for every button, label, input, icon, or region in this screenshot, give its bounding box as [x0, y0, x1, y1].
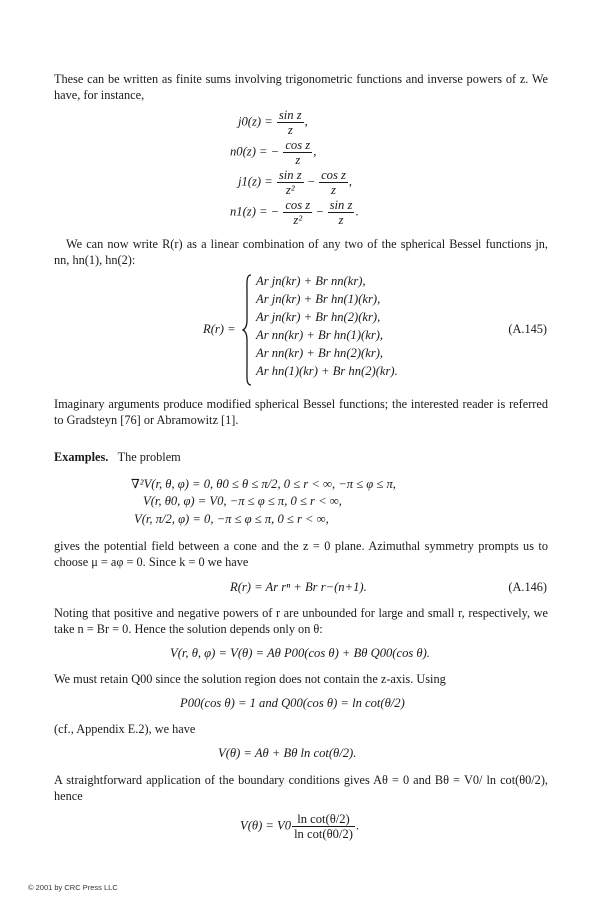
paragraph-powers	[54, 605, 548, 637]
eq-j0-den: z	[287, 123, 293, 137]
paragraph-examples	[54, 449, 548, 465]
paragraph-linear-combination-text: We can now write R(r) as a linear combination of any two of the spherical Bessel functions jn, nn, hn(1), hn(2):	[54, 237, 548, 267]
examples-text: The problem	[117, 450, 181, 464]
equation-j1	[238, 168, 352, 197]
eq-n1-frac2	[328, 198, 355, 227]
eq-n1-tail: .	[355, 204, 359, 219]
paragraph-cone-field-text: gives the potential field between a cone and the z = 0 plane. Azimuthal symmetry prompts us to choose μ = aφ = 0. Since k = 0 we have	[54, 539, 548, 569]
equation-problem-2: V(r, θ0, φ) = V0, −π ≤ φ ≤ π, 0 ≤ r < ∞,	[143, 494, 342, 508]
paragraph-retain-Q	[54, 671, 548, 687]
eq-n1-minus: −	[316, 204, 324, 219]
eq-final-den: ln cot(θ0/2)	[294, 827, 353, 841]
eq-n1-lhs: n1(z) = −	[230, 204, 280, 219]
eq-final-lhs: V(θ) = V0	[240, 818, 292, 833]
equation-R-case-1: Ar jn(kr) + Br nn(kr),	[256, 274, 366, 288]
paragraph-modified-bessel	[54, 396, 548, 428]
equation-R-case-3: Ar jn(kr) + Br hn(2)(kr),	[256, 310, 381, 324]
eq-final-frac	[292, 812, 355, 841]
eq-j1-den1: z²	[285, 183, 295, 197]
equation-V-theta: V(r, θ, φ) = V(θ) = Aθ P00(cos θ) + Bθ Q00(cos θ).	[170, 646, 430, 660]
eq-j0-lhs: j0(z) =	[238, 114, 273, 129]
equation-R-general: R(r) = Ar rⁿ + Br r−(n+1).	[230, 580, 367, 594]
paragraph-linear-combination	[54, 236, 548, 268]
equation-R-case-2: Ar jn(kr) + Br hn(1)(kr),	[256, 292, 381, 306]
eq-j1-frac2	[319, 168, 348, 197]
paragraph-modified-bessel-text: Imaginary arguments produce modified spherical Bessel functions; the interested reader is referred to Gradsteyn [76] or Abramowitz [1].	[54, 397, 548, 427]
eq-n0-den: z	[295, 153, 301, 167]
eq-n0-tail: ,	[313, 144, 317, 159]
eq-final-num: ln cot(θ/2)	[292, 812, 355, 827]
equation-number-A146: (A.146)	[508, 580, 547, 594]
paragraph-boundary-text: A straightforward application of the boundary conditions gives Aθ = 0 and Bθ = V0/ ln cot(θ0/2), hence	[54, 773, 548, 803]
left-brace-icon	[242, 274, 252, 386]
eq-j1-tail: ,	[348, 174, 353, 189]
equation-j0	[238, 108, 308, 137]
eq-j1-minus: −	[307, 174, 315, 189]
equation-R-case-5: Ar nn(kr) + Br hn(2)(kr),	[256, 346, 384, 360]
eq-j0-frac	[277, 108, 304, 137]
equation-legendre: P00(cos θ) = 1 and Q00(cos θ) = ln cot(θ/2)	[180, 696, 405, 710]
eq-j1-den2: z	[331, 183, 336, 197]
paragraph-cone-field	[54, 538, 548, 570]
equation-number-A145: (A.145)	[508, 322, 547, 336]
paragraph-appendix-text: (cf., Appendix E.2), we have	[54, 722, 196, 736]
eq-final-tail: .	[355, 818, 360, 833]
eq-n1-frac1	[283, 198, 312, 227]
eq-j0-tail: ,	[304, 114, 308, 129]
eq-j1-num2: cos z	[321, 168, 346, 182]
paragraph-intro-text: These can be written as finite sums involving trigonometric functions and inverse powers of z. We have, for instance,	[54, 72, 548, 102]
equation-n1	[230, 198, 359, 227]
eq-n0-lhs: n0(z) = −	[230, 144, 280, 159]
copyright-footer: © 2001 by CRC Press LLC	[28, 883, 118, 892]
paragraph-intro	[54, 71, 548, 103]
equation-V-solution: V(θ) = Aθ + Bθ ln cot(θ/2).	[218, 746, 357, 760]
equation-V-final	[240, 812, 359, 841]
eq-n1-num1: cos z	[285, 198, 311, 212]
equation-problem-3: V(r, π/2, φ) = 0, −π ≤ φ ≤ π, 0 ≤ r < ∞,	[134, 512, 329, 526]
examples-heading: Examples.	[54, 450, 109, 464]
paragraph-retain-Q-text: We must retain Q00 since the solution region does not contain the z-axis. Using	[54, 672, 446, 686]
eq-j1-lhs: j1(z) =	[238, 174, 273, 189]
equation-R-lhs: R(r) =	[203, 322, 236, 336]
equation-n0	[230, 138, 316, 167]
eq-j1-num1: sin z	[278, 168, 302, 182]
eq-n0-frac	[283, 138, 312, 167]
eq-n0-num: cos z	[285, 138, 311, 152]
equation-problem-1: ∇²V(r, θ, φ) = 0, θ0 ≤ θ ≤ π/2, 0 ≤ r < ∞, −π ≤ φ ≤ π,	[131, 477, 396, 491]
paragraph-boundary	[54, 772, 548, 804]
equation-R-case-4: Ar nn(kr) + Br hn(1)(kr),	[256, 328, 384, 342]
eq-n1-den2: z	[338, 213, 344, 227]
eq-n1-den1: z²	[293, 213, 303, 227]
eq-j0-num: sin z	[278, 108, 302, 122]
paragraph-powers-text: Noting that positive and negative powers of r are unbounded for large and small r, respectively, we take n = Br = 0. Hence the solution depends only on θ:	[54, 606, 548, 636]
equation-R-case-6: Ar hn(1)(kr) + Br hn(2)(kr).	[256, 364, 398, 378]
eq-n1-num2: sin z	[329, 198, 353, 212]
eq-j1-frac1	[277, 168, 304, 197]
paragraph-appendix	[54, 721, 548, 737]
